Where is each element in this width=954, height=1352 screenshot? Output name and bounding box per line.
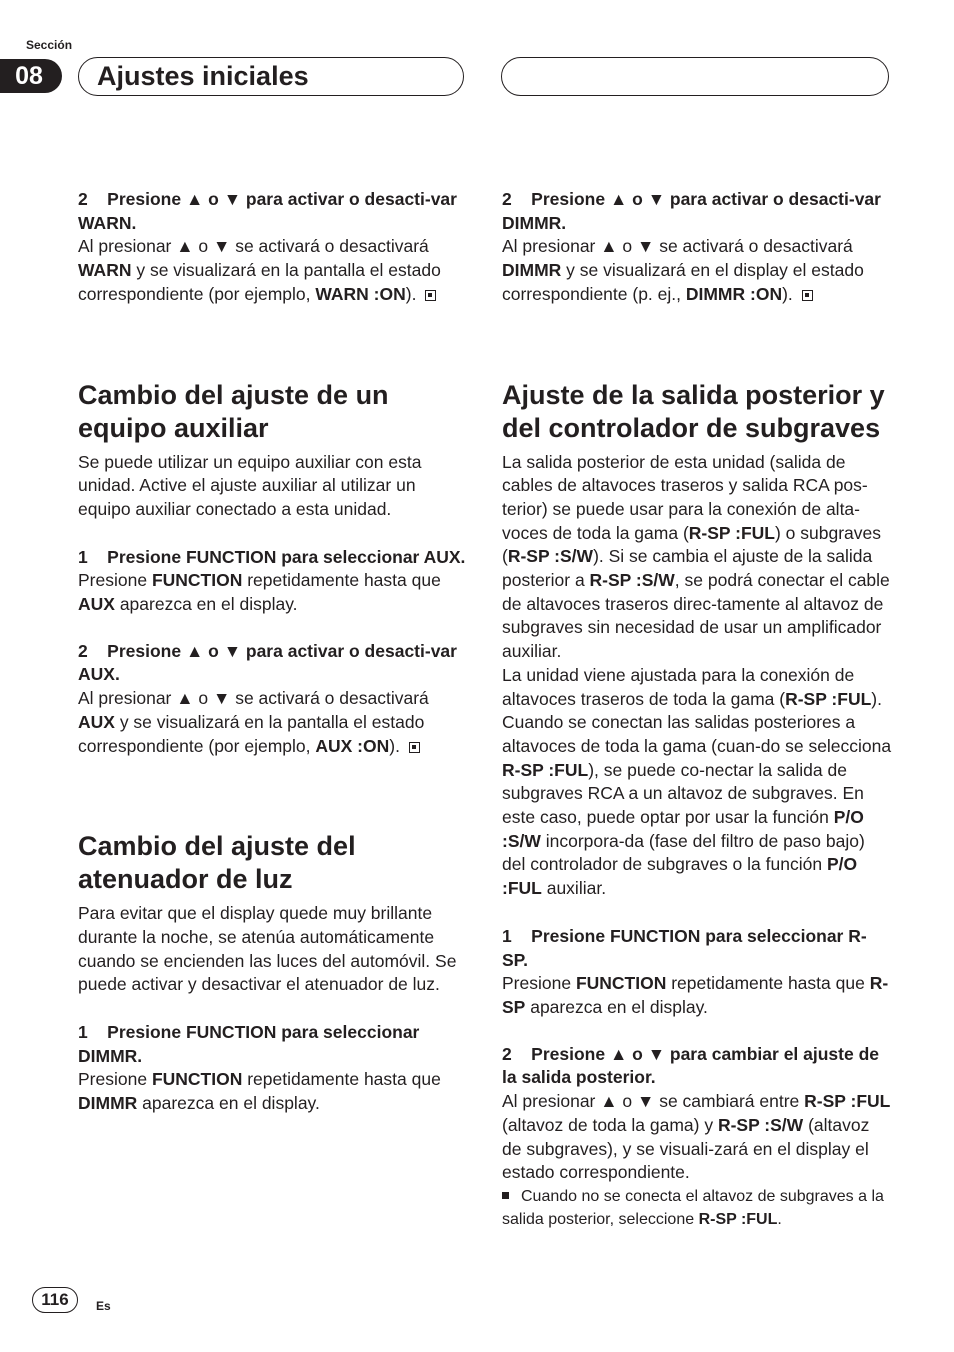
left-column bbox=[78, 188, 468, 1116]
warn-step-title: 2 Presione ▲ o ▼ para activar o desacti-var WARN. bbox=[78, 189, 457, 233]
end-mark-icon bbox=[802, 290, 813, 301]
rear-output-heading: Ajuste de la salida posterior y del controlador de subgraves bbox=[502, 379, 885, 443]
aux-intro: Se puede utilizar un equipo auxiliar con esta unidad. Active el ajuste auxiliar al utilizar un equipo auxiliar conectado a esta unidad. bbox=[78, 451, 422, 519]
rsp-step2-body: Al presionar ▲ o ▼ se cambiará entre R-SP :FUL (altavoz de toda la gama) y R-SP :S/W (altavoz de subgraves), y se visuali-zará en el display el estado correspondiente. bbox=[502, 1091, 891, 1183]
rsp-step2-title: 2 Presione ▲ o ▼ para cambiar el ajuste de la salida posterior. bbox=[502, 1043, 880, 1088]
aux-step2-body: Al presionar ▲ o ▼ se activará o desactivará AUX y se visualizará en la pantalla el estado correspondiente (por ejemplo, AUX :ON). bbox=[78, 688, 429, 756]
rsp-step1-title: 1 Presione FUNCTION para seleccionar R-SP. bbox=[502, 925, 867, 970]
dimmr-step2-body: Al presionar ▲ o ▼ se activará o desactivará DIMMR y se visualizará en el display el estado correspondiente (p. ej., DIMMR :ON). bbox=[502, 236, 864, 304]
language-label: Es bbox=[96, 1299, 111, 1313]
note-bullet-icon bbox=[502, 1192, 509, 1199]
dimmr-step2-title: 2 Presione ▲ o ▼ para activar o desacti-var DIMMR. bbox=[502, 189, 881, 233]
dimmer-intro: Para evitar que el display quede muy brillante durante la noche, se atenúa automáticamente cuando se encienden las luces del automóvil. Se puede activar y desactivar el atenuador de luz. bbox=[78, 903, 457, 995]
rsp-step1-body: Presione FUNCTION repetidamente hasta que R-SP aparezca en el display. bbox=[502, 973, 889, 1017]
aux-heading: Cambio del ajuste de un equipo auxiliar bbox=[78, 379, 389, 443]
warn-step-body: Al presionar ▲ o ▼ se activará o desactivará WARN y se visualizará en la pantalla el estado correspondiente (por ejemplo, WARN :ON). bbox=[78, 236, 441, 304]
section-number-badge: 08 bbox=[0, 59, 62, 93]
end-mark-icon bbox=[409, 742, 420, 753]
rear-output-paragraph-2: La unidad viene ajustada para la conexión de altavoces traseros de toda la gama (R-SP :FUL). Cuando se conectan las salidas posteriores a altavoces de toda la gama (cuan-do se selecciona R-SP :FUL), se puede co-nectar la salida de subgraves RCA a un altavoz de subgraves. En este caso, puede optar por usar la función P/O :S/W incorpora-da (fase del filtro de paso bajo) del controlador de subgraves o la función P/O :FUL auxiliar. bbox=[502, 664, 892, 899]
note: Cuando no se conecta el altavoz de subgraves a la salida posterior, seleccione R-SP :FUL. bbox=[502, 1187, 884, 1228]
dimmer-heading: Cambio del ajuste del atenuador de luz bbox=[78, 831, 356, 895]
aux-step1-title: 1 Presione FUNCTION para seleccionar AUX. bbox=[78, 546, 466, 567]
page-title: Ajustes iniciales bbox=[97, 61, 309, 91]
right-column bbox=[502, 188, 892, 1231]
aux-step1-body: Presione FUNCTION repetidamente hasta que AUX aparezca en el display. bbox=[78, 570, 441, 615]
page-number: 116 bbox=[32, 1287, 78, 1313]
end-mark-icon bbox=[425, 290, 436, 301]
empty-title-frame bbox=[501, 57, 889, 96]
dimmer-step1-body: Presione FUNCTION repetidamente hasta que DIMMR aparezca en el display. bbox=[78, 1069, 441, 1114]
rear-output-paragraph-1: La salida posterior de esta unidad (salida de cables de altavoces traseros y salida RCA pos-terior) se puede usar para la conexión de alta-voces de toda la gama (R-SP :FUL) o subgraves (R-SP :S/W). Si se cambia el ajuste de la salida posterior a R-SP :S/W, se podrá conectar el cable de altavoces traseros direc-tamente al altavoz de subgraves sin necesidad de usar un amplificador auxiliar. bbox=[502, 451, 890, 662]
section-label: Sección bbox=[26, 38, 73, 52]
aux-step2-title: 2 Presione ▲ o ▼ para activar o desacti-var AUX. bbox=[78, 640, 457, 685]
dimmer-step1-title: 1 Presione FUNCTION para seleccionar DIMMR. bbox=[78, 1022, 420, 1066]
